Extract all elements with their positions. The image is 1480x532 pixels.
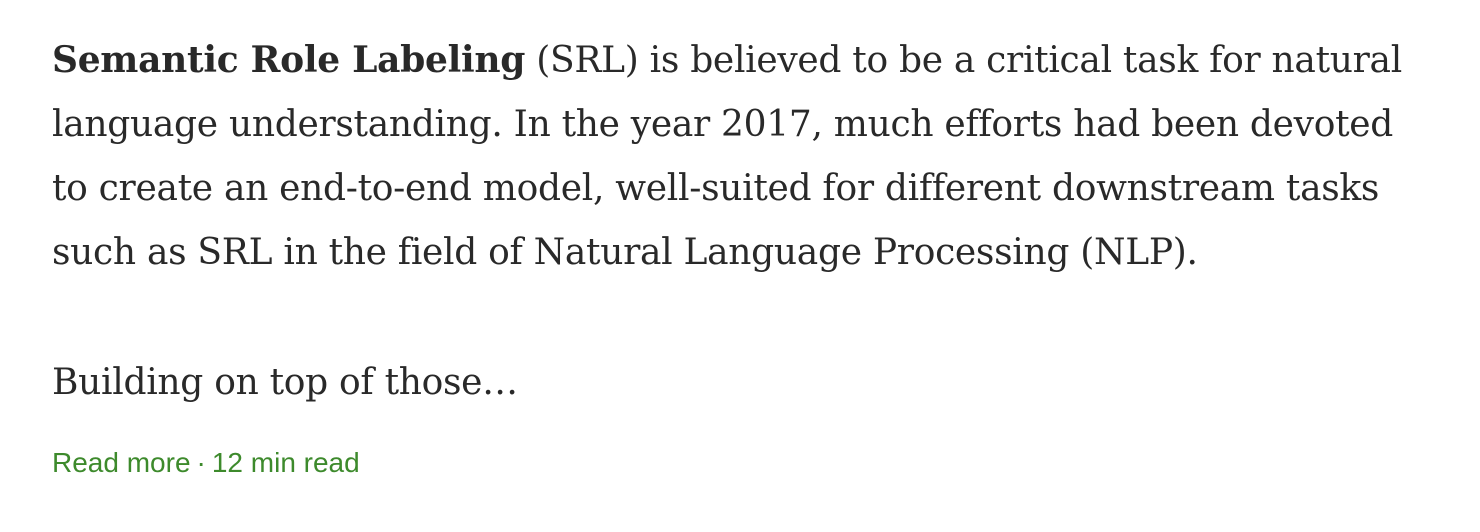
- intro-paragraph: [52, 28, 1428, 285]
- read-more-link[interactable]: Read more: [52, 447, 191, 478]
- read-time: 12 min read: [211, 447, 360, 478]
- intro-text: (SRL) is believed to be a critical task for natural language understanding. In the year 2017, much efforts had been devoted to create an end-to-end model, well-suited for different downstream tasks such as SRL in the field of Natural Language Processing (NLP).: [52, 40, 1402, 273]
- lead-term: Semantic Role Labeling: [52, 39, 526, 81]
- read-more-row: [52, 445, 1428, 481]
- teaser-paragraph: Building on top of those…: [52, 362, 518, 403]
- separator-dot: ·: [196, 447, 206, 478]
